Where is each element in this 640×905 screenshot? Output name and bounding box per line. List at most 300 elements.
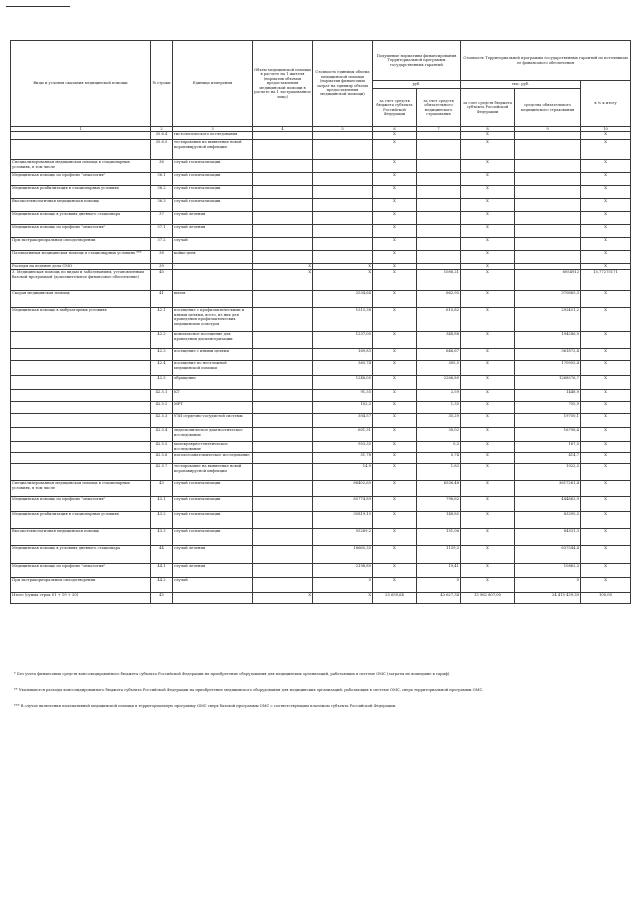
cell-value: 646,67 [417,349,461,361]
row-number: 44 [151,546,173,564]
cell-value: X [461,349,515,361]
cell-value [313,186,373,199]
row-unit: молекулярно-генетическое исследование [173,442,253,453]
row-unit: эндоскопическое диагностическое исследование [173,428,253,442]
table-row [11,464,631,481]
row-label: Медицинская помощь по профилю "онкология" [11,497,151,512]
cell-value: X [581,442,631,453]
cell-value: 83295,3 [515,512,581,529]
row-label: Специализированная медицинская помощь в стационарных условиях, в том числе [11,160,151,173]
cell-value: 2198,89 [313,564,373,578]
column-number: 2 [151,127,173,132]
cell-value: 25 659,64 [373,593,417,604]
cell-value: 84531,3 [515,529,581,546]
cell-value: 1,35 [417,402,461,414]
cell-value: 151,06 [417,529,461,546]
table-row [11,376,631,390]
column-number: 4 [253,127,313,132]
row-number: 37.2 [151,238,173,251]
cell-value: 170955,4 [515,361,581,376]
cell-value: 370865,3 [515,291,581,308]
cell-value [253,390,313,402]
cell-value: X [373,529,417,546]
header-row-number: № строки [151,41,173,127]
cell-value: 755,9 [515,402,581,414]
cell-value [253,546,313,564]
cell-value [313,225,373,238]
row-number: 37 [151,212,173,225]
cell-value: X [373,578,417,593]
column-number: 10 [581,127,631,132]
row-unit: случай госпитализации [173,512,253,529]
row-number: 43.3 [151,529,173,546]
cell-value: X [581,225,631,238]
cell-value: X [373,361,417,376]
header-oms-cost: средства обязательного медицинского страхования [515,89,581,127]
cell-value: X [373,251,417,264]
cell-value: X [461,414,515,428]
cell-value: X [581,497,631,512]
cell-value: X [461,212,515,225]
cell-value: X [581,349,631,361]
cell-value: X [253,270,313,291]
table-row [11,160,631,173]
cell-value: X [581,402,631,414]
row-unit: случай госпитализации [173,186,253,199]
cell-value [253,442,313,453]
row-unit: МРТ [173,402,253,414]
cell-value: X [581,578,631,593]
cell-value: X [581,428,631,442]
cell-value: 10862,3 [515,564,581,578]
cell-value: X [373,238,417,251]
cell-value: 1,83 [417,464,461,481]
cell-value [417,238,461,251]
row-number: 42.3 [151,349,173,361]
row-number: 38 [151,251,173,264]
column-number: 6 [373,127,417,132]
cell-value [253,238,313,251]
cell-value [417,186,461,199]
row-label: Медицинская реабилитация в стационарных условиях [11,512,151,529]
cell-value: X [253,593,313,604]
row-number: 44.1 [151,564,173,578]
row-number: 43.1 [151,497,173,512]
cell-value: 19750,1 [515,414,581,428]
row-number: 42.2 [151,332,173,349]
cell-value: 1237,00 [313,332,373,349]
cell-value: X [461,270,515,291]
cell-value [515,173,581,186]
cell-value: X [373,512,417,529]
cell-value: X [581,186,631,199]
cell-value: 2266,89 [417,376,461,390]
row-unit: случай госпитализации [173,173,253,186]
table-row [11,132,631,140]
row-unit: посещение с иными целями [173,349,253,361]
row-unit: случай лечения [173,564,253,578]
cell-value [253,361,313,376]
table-row [11,453,631,464]
cell-value [515,251,581,264]
row-label [11,349,151,361]
row-unit: случай госпитализации [173,481,253,497]
cell-value: X [461,428,515,442]
cell-value: X [253,264,313,270]
cell-value [313,160,373,173]
cell-value: X [461,376,515,390]
table-row [11,270,631,291]
table-row [11,564,631,578]
cell-value: 14,9 [313,464,373,481]
cell-value [253,414,313,428]
cell-value: X [581,376,631,390]
cell-value: X [461,225,515,238]
cell-value: 30,02 [417,428,461,442]
cell-value: 796,62 [417,497,461,512]
program-cost-table [10,40,631,604]
cell-value: 414,7 [515,453,581,464]
cell-value [253,349,313,361]
row-label: Высокотехнологичная медицинская помощь [11,199,151,212]
cell-value: 637544,4 [515,546,581,564]
row-unit: случай госпитализации [173,199,253,212]
table-row [11,390,631,402]
cell-value [417,140,461,160]
row-label [11,464,151,481]
row-label: Медицинская помощь по профилю "онкология" [11,225,151,238]
cell-value: X [461,199,515,212]
cell-value: X [461,546,515,564]
cell-value: X [461,361,515,376]
table-row [11,402,631,414]
row-label: Паллиативная медицинская помощь в стационарных условиях *** [11,251,151,264]
cell-value: X [461,390,515,402]
row-label: Медицинская помощь по профилю "онкология" [11,564,151,578]
cell-value: X [373,564,417,578]
cell-value [253,173,313,186]
row-number: 43 [151,481,173,497]
row-number: 42.5.7 [151,464,173,481]
cell-value [313,132,373,140]
cell-value [515,238,581,251]
cell-value [417,132,461,140]
cell-value: 85774,89 [313,497,373,512]
header-program-cost: Стоимость Территориальной программы государственных гарантий по источникам ее финансового обеспечения [461,41,631,81]
cell-value: X [581,291,631,308]
row-unit: посещение по неотложной медицинской помощи [173,361,253,376]
cell-value: X [581,453,631,464]
cell-value: X [373,291,417,308]
row-label [11,376,151,390]
row-unit: комплексное посещение для проведения диспансеризации [173,332,253,349]
cell-value: 305,5 [417,361,461,376]
row-label: Медицинская помощь в условиях дневного стационара [11,546,151,564]
table-row [11,238,631,251]
cell-value: X [461,291,515,308]
cell-value: 51,78 [313,453,373,464]
row-number: 42.5.2 [151,402,173,414]
row-label: Медицинская помощь в условиях дневного стационара [11,212,151,225]
row-number: 35.6.4 [151,132,173,140]
header-per-capita: Подушевые нормативы финансирования Территориальной программы государственных гарантий [373,41,461,81]
cell-value: X [581,140,631,160]
row-unit: случай лечения [173,225,253,238]
header-rub: руб. [373,81,461,89]
row-number: 45 [151,593,173,604]
row-unit: случай [173,578,253,593]
cell-value: X [373,264,417,270]
cell-value [253,402,313,414]
row-label [11,132,151,140]
cell-value [253,453,313,464]
table-row [11,308,631,332]
row-label [11,140,151,160]
cell-value: X [373,442,417,453]
row-number: 36 [151,160,173,173]
row-number: 36.3 [151,199,173,212]
cell-value: 2,59 [417,390,461,402]
row-label: Расходы на ведение дела СМО [11,264,151,270]
cell-value: 6054912 [515,270,581,291]
cell-value [253,529,313,546]
cell-value: 1448,9 [515,390,581,402]
cell-value [253,564,313,578]
table-row [11,251,631,264]
header-kinds: Виды и условия оказания медицинской помощи [11,41,151,127]
cell-value: X [581,308,631,332]
header-percent: в % к итогу [581,81,631,127]
row-label [11,361,151,376]
cell-value: 0 [313,578,373,593]
cell-value: 55269,2 [313,529,373,546]
cell-value [515,132,581,140]
cell-value: X [373,428,417,442]
cell-value: 0 [515,578,581,593]
cell-value: X [373,332,417,349]
cell-value: 348,88 [417,332,461,349]
row-number: 42.1 [151,308,173,332]
row-unit: случай [173,238,253,251]
cell-value: 1248,05 [313,376,373,390]
table-header [11,41,631,127]
row-unit: - [173,264,253,270]
cell-value: 102,3 [313,402,373,414]
cell-value: X [373,225,417,238]
cell-value: X [461,481,515,497]
cell-value [253,497,313,512]
cell-value: X [373,390,417,402]
cell-value: X [461,442,515,453]
row-unit: КТ [173,390,253,402]
column-number: 8 [461,127,515,132]
row-label: Медицинская помощь в амбулаторных условиях [11,308,151,332]
header-unit: Единица измерения [173,41,253,127]
cell-value: X [461,564,515,578]
table-row [11,481,631,497]
cell-value [253,199,313,212]
header-unit-cost: Стоимость единицы объема медицинской помощи (норматив финансовых затрат на единицу объема предоставления медицинской помощи) [313,41,373,127]
cell-value: 601,31 [313,428,373,442]
cell-value [417,212,461,225]
cell-value: X [461,512,515,529]
row-unit: патологоанатомическое исследование [173,453,253,464]
cell-value: 365,74 [313,361,373,376]
row-number: 42.5.5 [151,442,173,453]
cell-value: 953,35 [313,442,373,453]
row-label [11,414,151,428]
row-label [11,402,151,414]
cell-value [417,199,461,212]
row-label: Скорая медицинская помощь [11,291,151,308]
header-budget-cost: за счет средств бюджета субъекта Российской Федерации [461,89,515,127]
cell-value [417,251,461,264]
cell-value: X [461,186,515,199]
cell-value: 0,3 [417,442,461,453]
cell-value [253,512,313,529]
row-label: Итого (сумма строк 01 + 19 + 20) [11,593,151,604]
cell-value: 304,57 [313,414,373,428]
cell-value: X [461,529,515,546]
table-row [11,529,631,546]
cell-value: X [373,402,417,414]
cell-value: X [581,212,631,225]
row-unit: случай лечения [173,546,253,564]
row-unit: тестирования на выявление новой коронавирусной инфекции [173,140,253,160]
cell-value [313,173,373,186]
cell-value: X [461,332,515,349]
cell-value [515,225,581,238]
row-label: Медицинская реабилитация в стационарных условиях [11,186,151,199]
cell-value: X [581,173,631,186]
cell-value: 444862,9 [515,497,581,512]
row-unit: посещение с профилактическими и иными целями, всего, из них для проведения профилактических медицинских осмотров [173,308,253,332]
cell-value [253,481,313,497]
cell-value: X [581,199,631,212]
row-unit: вызов [173,291,253,308]
cell-value: X [461,464,515,481]
row-label: При экстракорпоральном оплодотворении [11,578,151,593]
column-number: 7 [417,127,461,132]
row-unit: случай госпитализации [173,497,253,512]
cell-value: X [373,270,417,291]
cell-value: X [581,361,631,376]
cell-value: X [373,497,417,512]
cell-value [417,160,461,173]
top-rule [6,6,70,7]
cell-value: 35819,15 [313,512,373,529]
cell-value [253,132,313,140]
column-number: 9 [515,127,581,132]
cell-value: X [581,414,631,428]
cell-value: X [373,199,417,212]
table-row [11,291,631,308]
cell-value: 35,29 [417,414,461,428]
cell-value: X [581,251,631,264]
table-row [11,225,631,238]
row-label [11,428,151,442]
row-number: 39 [151,264,173,270]
cell-value: 0 [417,578,461,593]
cell-value: X [461,173,515,186]
row-unit: УЗИ сердечно-сосудистой системы [173,414,253,428]
cell-value: 615,82 [417,308,461,332]
cell-value [253,291,313,308]
cell-value: 194286,9 [515,332,581,349]
row-number: 40 [151,270,173,291]
cell-value: X [373,132,417,140]
cell-value [253,308,313,332]
row-number: 42.5 [151,376,173,390]
cell-value: X [461,308,515,332]
table-row [11,414,631,428]
cell-value [253,186,313,199]
cell-value: X [373,173,417,186]
cell-value: 148,85 [417,512,461,529]
row-number: 36.2 [151,186,173,199]
row-number: 42.5.1 [151,390,173,402]
cell-value [253,332,313,349]
row-label: Специализированная медицинская помощь в стационарных условиях, в том числе [11,481,151,497]
cell-value: X [581,132,631,140]
cell-value: X [373,160,417,173]
table-row [11,593,631,604]
header-volume: Объем медицинской помощи в расчете на 1 жителя (норматив объемов предоставления медицинской помощи в расчете на 1 застрахованное лицо) [253,41,313,127]
table-row [11,212,631,225]
cell-value: X [581,529,631,546]
cell-value: X [581,332,631,349]
row-number: 42.5.6 [151,453,173,464]
row-label: 3. Медицинская помощь по видам и заболеваниям, установленным базовой программой (дополнительное финансовое обеспечение) [11,270,151,291]
row-label [11,332,151,349]
cell-value: 13 962 807,00 [461,593,515,604]
cell-value: 91,35 [313,390,373,402]
cell-value [417,225,461,238]
row-number: 41 [151,291,173,308]
cell-value: X [581,238,631,251]
row-unit [173,593,253,604]
row-unit: случай госпитализации [173,529,253,546]
cell-value [313,238,373,251]
table-row [11,497,631,512]
table-row [11,332,631,349]
cell-value: X [461,497,515,512]
table-row [11,199,631,212]
cell-value: X [313,270,373,291]
row-number: 42.4 [151,361,173,376]
cell-value [253,140,313,160]
cell-value: X [581,160,631,173]
cell-value [515,140,581,160]
cell-value: 1515,38 [313,308,373,332]
table-row [11,546,631,564]
cell-value: 88402,65 [313,481,373,497]
cell-value [253,251,313,264]
cell-value: X [581,564,631,578]
row-number: 37.1 [151,225,173,238]
cell-value [417,173,461,186]
cell-value: X [373,376,417,390]
column-number: 3 [173,127,253,132]
cell-value: 19,41 [417,564,461,578]
cell-value: 662,95 [417,291,461,308]
cell-value: 24 415 439,30 [515,593,581,604]
row-unit: обращение [173,376,253,390]
cell-value [313,251,373,264]
row-unit: койко-день [173,251,253,264]
cell-value [515,186,581,199]
cell-value: 1268576,7 [515,376,581,390]
